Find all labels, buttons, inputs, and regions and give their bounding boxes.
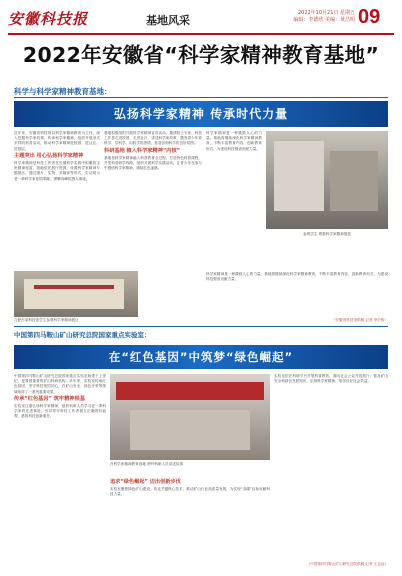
article2-photo (110, 374, 270, 460)
paragraph: 科学家精神是科技工作者在长期科学实践中积累的宝贵精神财富。基地依托展厅资源，设置科学家精神专题展区，通过图片、实物、多媒体等形式，生动展示老一辈科学家爱国奉献、勇攀高峰的感人事迹。 (14, 161, 100, 181)
date-editor-block (293, 10, 355, 24)
paragraph: 基地将科学家精神融入科普教育全过程，打造特色科普课程，开发科普研学线路，组织开展科学实践活动，让青少年在参与中感悟科学家精神，赓续红色血脉。 (104, 155, 202, 171)
section-title: 基地风采 (146, 14, 190, 27)
paragraph: 实验室聚焦绿色矿山建设，攻克关键核心技术，推动矿山行业高质量发展，为实现“双碳”目标贡献科技力量。 (110, 487, 270, 497)
masthead-rule (8, 33, 394, 35)
article1-subheading: 主题突出 用心弘扬科学家精神 (14, 152, 84, 159)
article2-col1 (14, 374, 106, 572)
article2-kicker: 中国第四马鞍山矿山研究总院国家重点实验室： (14, 331, 151, 339)
article1-col4 (206, 272, 388, 316)
paragraph: 科学家精神是一种激励人心的力量。基地将继续深化科学家精神教育，不断丰富教育内容，创新教育形式，为建设科技强省贡献力量。 (206, 272, 388, 282)
paragraph: 中国第四马鞍山矿山研究总院国家重点实验室始建于上世纪，是我国重要的矿山科研机构。多年来，实验室传承红色基因，坚守科技报国初心，在矿山安全、绿色开采等领域取得了一系列重要成果。 (14, 374, 106, 394)
article1-kicker: 科学与科学家精神教育基地： (14, 87, 112, 96)
article2-col2 (110, 478, 270, 572)
article1-divider (14, 97, 388, 98)
article1-photo-2 (266, 131, 388, 229)
photo-3-caption: 在科学家精神教育基地 聆听科研人员讲述故事 (110, 462, 184, 466)
article2-banner: 在“红色基因”中筑梦“绿色崛起” (14, 345, 388, 369)
article1-col1 (14, 131, 100, 271)
article1-col2 (104, 131, 202, 317)
date-line: 2022年10月21日 星期五 (297, 10, 355, 16)
article2-divider (14, 326, 388, 327)
newspaper-logo: 安徽科技报 (8, 10, 89, 28)
article2-subheading: 传承“红色基因” 筑牢精神根基 (14, 395, 85, 402)
article1-banner: 弘扬科学家精神 传承时代力量 (14, 101, 388, 127)
article2-subheading: 追求“绿色崛起” 迈出创新步伐 (110, 479, 181, 485)
paragraph: 科学家精神是一种激励人心的力量。基地将继续深化科学家精神教育，不断丰富教育内容，创新教育形式，为建设科技强省贡献力量。 (206, 131, 262, 151)
photo-2-caption: 参观学生 观看科学家精神展览 (303, 232, 351, 236)
paragraph: 近年来，安徽省科技馆以科学家精神教育为主线，深入挖掘科学家故事，传承科学家精神，组织开展形式多样的科普活动，推动科学家精神进校园、进社区、进基层。 (14, 131, 100, 151)
paragraph: 基地积极组织开展科学家精神宣讲活动，邀请院士专家、科技工作者走进校园、走进社区，讲述科学家故事，激发青少年爱科学、学科学、用科学的热情，营造崇尚科学的良好氛围。 (104, 131, 202, 146)
page-number: 09 (358, 6, 381, 28)
paragraph: 实验室依托科研平台开展科普教育，面向社会公众开放展厅，普及矿山安全和绿色发展知识，弘扬科学家精神，取得良好社会效益。 (274, 374, 388, 384)
article1-col3 (206, 131, 262, 271)
paragraph: 实验室注重弘扬科学家精神，组织科研人员学习老一辈科学家的先进事迹，引导青年科技工作者树立正确的价值观，勇担科技创新重任。 (14, 404, 106, 419)
photo-1-caption: 合肥市某科技馆学生参观科学家精神展区 (14, 318, 79, 322)
article2-credit: （中国第四马鞍山矿山研究总院供稿 记者 王志远） (306, 562, 388, 566)
editor-line: 编辑：李德欣 美编：黄昌明 (293, 17, 355, 23)
main-headline: 2022年安徽省“科学家精神教育基地” (22, 43, 380, 67)
article1-subheading: 科研基地 植入科学家精神“内核” (104, 147, 181, 154)
article1-credit: （安徽省科技馆供稿 记者 李宏伟） (331, 318, 388, 322)
article2-col3 (274, 374, 388, 560)
